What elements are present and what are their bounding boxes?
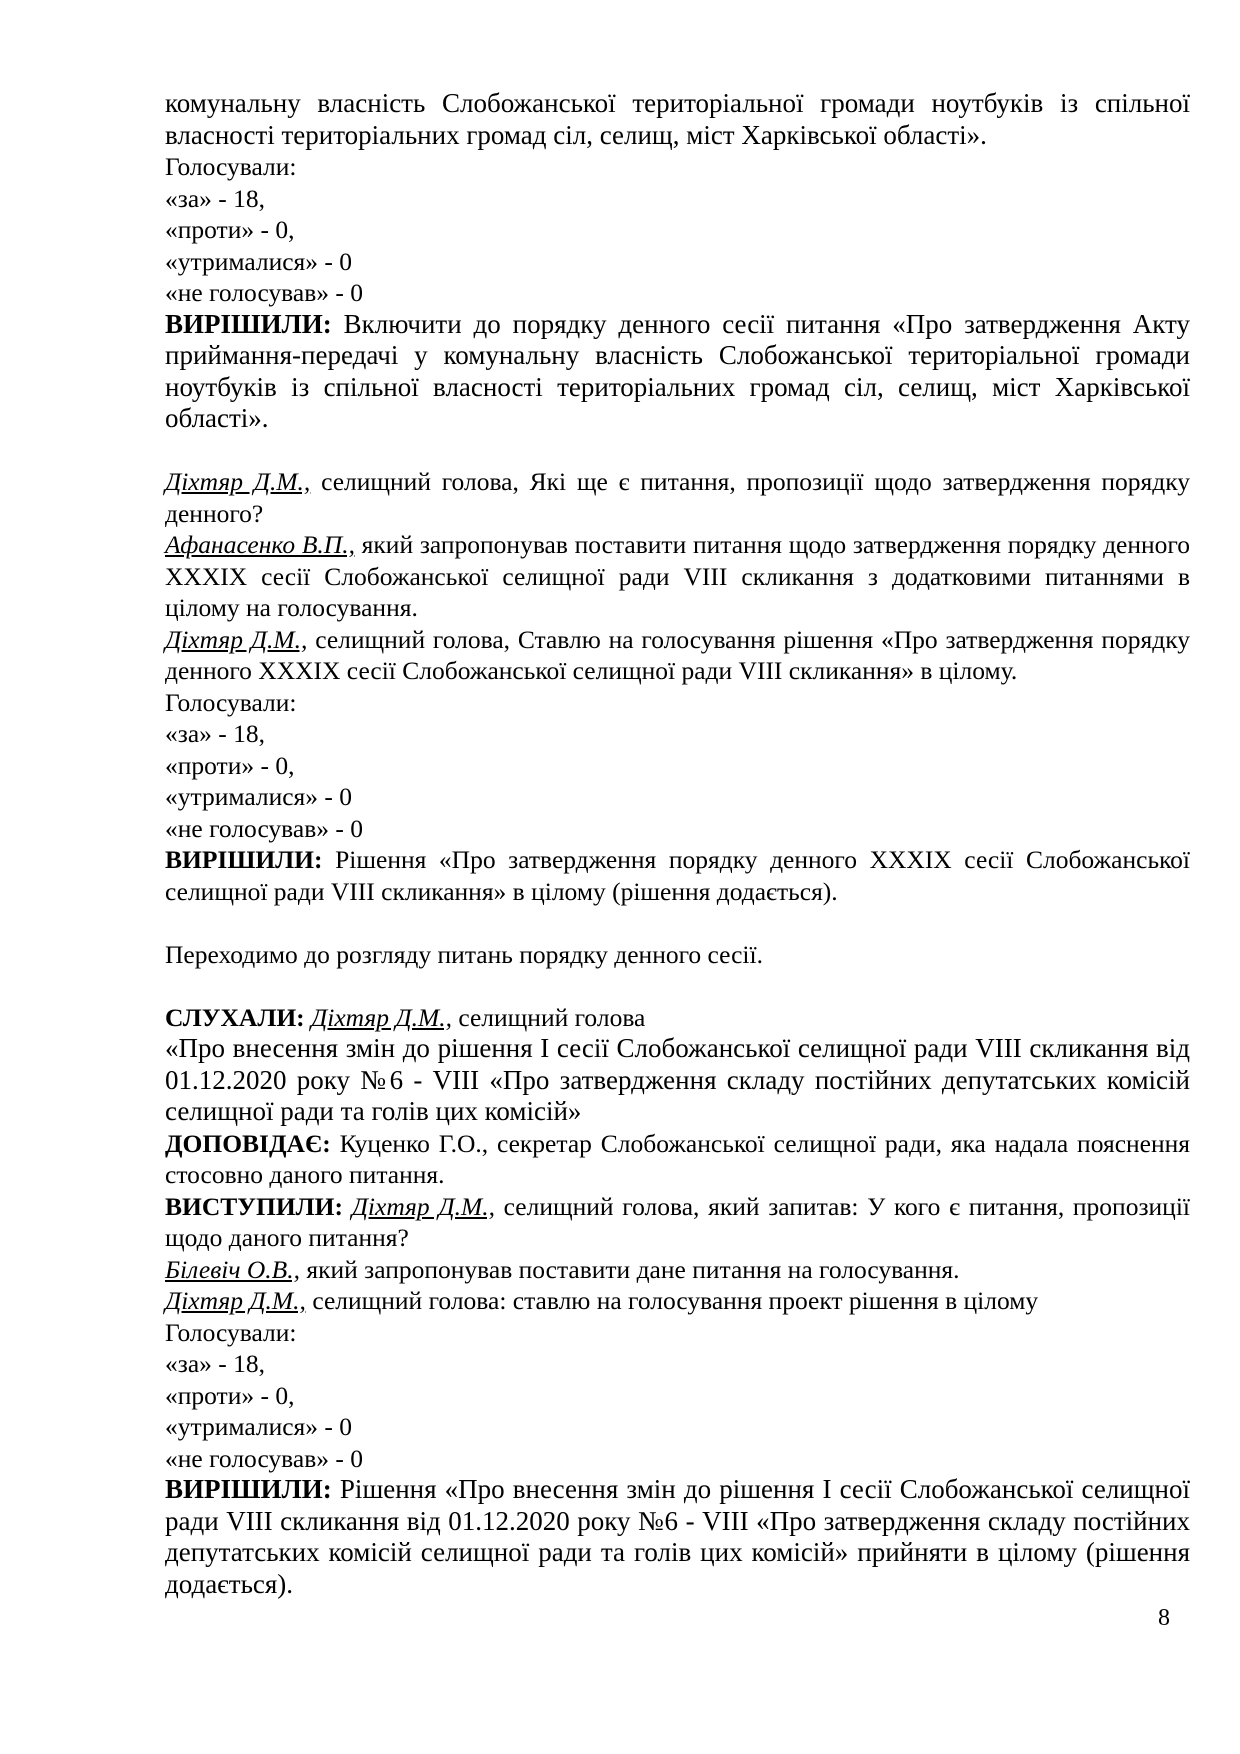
speaker-name: Білевіч О.В., <box>165 1254 301 1284</box>
document-page <box>165 88 1190 1600</box>
speech-paragraph <box>165 529 1190 624</box>
speech-paragraph <box>165 1285 1190 1317</box>
vote-none: «не голосував» - 0 <box>165 813 363 843</box>
voted-label: Голосували: <box>165 152 297 181</box>
decided-text: Включити до порядку денного сесії питання «Про затвердження Акту приймання-передачі у комунальну власність Слобожанської територіальної громади ноутбуків із спільної власності територіальних громад сіл, селищ, міст Харківської області». <box>165 308 1190 433</box>
speech-paragraph <box>165 466 1190 529</box>
heard-paragraph <box>165 1002 1190 1034</box>
reports-paragraph <box>165 1128 1190 1191</box>
spoke-label: ВИСТУПИЛИ: <box>165 1191 343 1221</box>
speech-text: селищний голова, Ставлю на голосування рішення «Про затвердження порядку денного XXXIX сесії Слобожанської селищної ради VIII скликання» в цілому. <box>165 624 1190 685</box>
decided-label: ВИРІШИЛИ: <box>165 1474 332 1504</box>
speech-paragraph <box>165 1254 1190 1286</box>
speech-text: селищний голова: ставлю на голосування проект рішення в цілому <box>305 1286 1039 1315</box>
spacer <box>165 435 1190 467</box>
vote-against: «проти» - 0, <box>165 750 295 780</box>
vote-none: «не голосував» - 0 <box>165 1443 363 1473</box>
speaker-name: Діхтяр Д.М., <box>311 1002 452 1032</box>
transition-text: Переходимо до розгляду питань порядку денного сесії. <box>165 939 763 969</box>
page-number: 8 <box>1158 1605 1170 1631</box>
heard-text: селищний голова <box>451 1002 646 1032</box>
speaker-name: Діхтяр Д.М., <box>165 467 311 496</box>
voted-label: Голосували: <box>165 687 297 717</box>
vote-none: «не голосував» - 0 <box>165 278 363 307</box>
paragraph-continuation: комунальну власність Слобожанської територіальної громади ноутбуків із спільної власності територіальних громад сіл, селищ, міст Харківської області». <box>165 88 1190 150</box>
decision-paragraph <box>165 844 1190 907</box>
spacer <box>165 907 1190 939</box>
decision-paragraph <box>165 309 1190 435</box>
reports-text: Куценко Г.О., секретар Слобожанської селищної ради, яка надала пояснення стосовно даного питання. <box>165 1128 1190 1189</box>
vote-for: «за» - 18, <box>165 183 266 213</box>
speech-paragraph <box>165 624 1190 687</box>
speech-text: який запропонував поставити дане питання на голосування. <box>300 1254 960 1284</box>
decided-label: ВИРІШИЛИ: <box>165 845 323 874</box>
vote-abstain: «утрималися» - 0 <box>165 1412 353 1441</box>
decision-paragraph <box>165 1474 1190 1600</box>
speaker-name: Діхтяр Д.М., <box>165 1286 306 1315</box>
vote-for: «за» - 18, <box>165 1349 266 1378</box>
decided-label: ВИРІШИЛИ: <box>165 308 332 339</box>
heard-label: СЛУХАЛИ: <box>165 1002 305 1032</box>
spoke-text: селищний голова, який запитав: У кого є питання, пропозиції щодо даного питання? <box>165 1191 1190 1252</box>
topic-title: «Про внесення змін до рішення І сесії Слобожанської селищної ради VIII скликання від 01.12.2020 року №6 - VIII «Про затвердження складу постійних депутатських комісій селищної ради та голів цих комісій» <box>165 1033 1190 1126</box>
vote-for: «за» - 18, <box>165 719 266 748</box>
decided-text: Рішення «Про затвердження порядку денного XXXIX сесії Слобожанської селищної ради VIII скликання» в цілому (рішення додається). <box>165 845 1190 906</box>
vote-abstain: «утрималися» - 0 <box>165 246 353 276</box>
spacer <box>165 970 1190 1002</box>
decided-text: Рішення «Про внесення змін до рішення І сесії Слобожанської селищної ради VIII скликання від 01.12.2020 року №6 - VIII «Про затвердження складу постійних депутатських комісій селищної ради та голів цих комісій» прийняти в цілому (рішення додається). <box>165 1474 1190 1599</box>
speaker-name: Афанасенко В.П., <box>165 530 355 559</box>
spoke-paragraph <box>165 1191 1190 1254</box>
reports-label: ДОПОВІДАЄ: <box>165 1128 331 1158</box>
vote-abstain: «утрималися» - 0 <box>165 782 353 811</box>
vote-against: «проти» - 0, <box>165 1380 295 1410</box>
speaker-name: Діхтяр Д.М., <box>165 624 308 654</box>
speaker-name: Діхтяр Д.М., <box>351 1191 495 1221</box>
voted-label: Голосували: <box>165 1317 297 1347</box>
speech-text: який запропонував поставити питання щодо затвердження порядку денного XXXIX сесії Слобожанської селищної ради VIII скликання з додатковими питаннями в цілому на голосування. <box>165 530 1190 622</box>
speech-text: селищний голова, Які ще є питання, пропозиції щодо затвердження порядку денного? <box>165 467 1190 528</box>
vote-against: «проти» - 0, <box>165 215 295 244</box>
